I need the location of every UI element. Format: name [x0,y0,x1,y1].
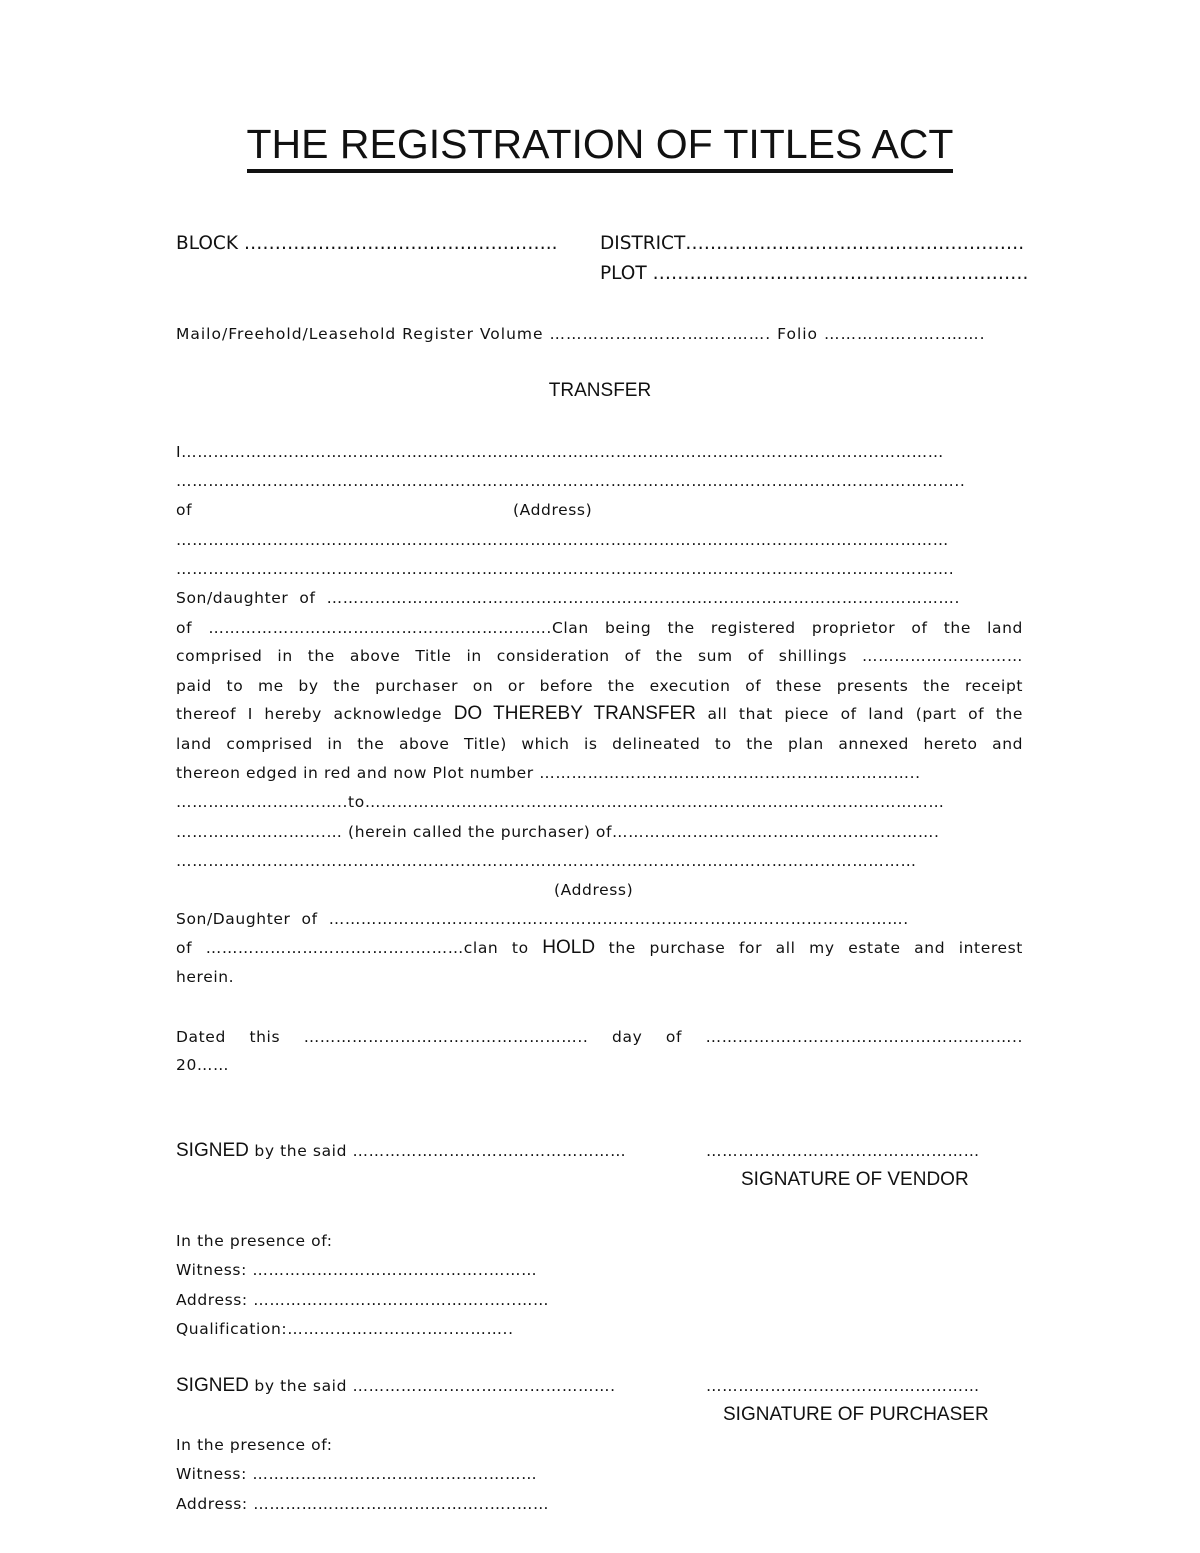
district-field: DISTRICT………………………………………………. [600,233,1025,254]
hold-clan-dots: of ………………………….……..………clan to [176,939,529,957]
word: the [923,677,951,695]
purchaser-signature-dots: …………………………………………… [706,1377,980,1395]
word: receipt [965,677,1024,695]
do-thereby-transfer: DO THEREBY TRANSFER [453,703,696,724]
purchaser-witness-field: Witness: ……………………………………..……… [176,1465,538,1483]
transferor-name-line-1: I…………………………………………………………………………………………………..……………..………… [176,443,944,461]
word: delineated [612,735,701,753]
clan-line-part-a: of ……………………………………………………….Clan [176,619,589,637]
word: the [357,735,385,753]
register-volume-field: Mailo/Freehold/Leasehold Register Volume …………………….……..……. Folio ……………..…..……. [176,325,986,343]
address-label-2: (Address) [554,881,634,899]
dated-line [176,1027,1023,1047]
shillings-dots: ………………………… [862,647,1023,665]
vendor-presence-label: In the presence of: [176,1232,333,1250]
month-dots: ………….…..………………………………….. [705,1028,1024,1046]
purchaser-payment-line [176,676,1023,696]
word: of [745,677,762,695]
word: to [226,677,244,695]
vendor-signature-dots: …………………………………………… [706,1142,980,1160]
word: above [398,735,450,753]
word: plan [787,735,824,753]
word: paid [176,677,212,695]
word: on [472,677,494,695]
word: Title) [463,735,507,753]
address-label: (Address) [513,501,593,519]
acknowledge-text: thereof I hereby acknowledge [176,705,443,723]
word: or [507,677,525,695]
purchaser-address-dots: ………………………………………………………………………………………………………………………… [176,852,917,870]
vendor-by-said: by the said …………………………………………… [254,1142,627,1160]
transfer-heading: TRANSFER [548,380,652,401]
of-label: of [176,501,193,519]
transferor-name-line-2: ………………………………………………………………………………………………….…………………………….. [176,472,966,490]
consideration-text: comprised in the above Title in consideration of the sum of shillings [176,647,848,665]
word: by [298,677,319,695]
transferee-to-line: …………………………..to……………………………………………………………………………………………… [176,793,945,811]
hold-clause-line [176,938,1023,958]
word: before [539,677,594,695]
word: land [176,735,212,753]
block-field: BLOCK …………………………………….…….. [176,233,558,254]
word: hereto [923,735,978,753]
day-dots: …………………………………………….. [303,1028,589,1046]
delineation-line [176,734,1023,754]
herein-text: herein. [176,968,235,986]
dated-label: Dated [176,1028,226,1046]
plot-field: PLOT ……………………………………………………. [600,263,1029,284]
document-title [0,120,1200,168]
address-line-1: ……………………………………………………………………………………………………………………………… [176,531,949,549]
word: presents [836,677,909,695]
word: execution [649,677,731,695]
son-daughter-line-1: Son/daughter of ………………………………………………………………………………………………………. [176,589,961,607]
vendor-qualification-field: Qualification:……………………..…..……….. [176,1320,514,1338]
purchaser-address-field: Address: ……………………………………..…..…… [176,1495,550,1513]
word: and [992,735,1024,753]
estate-text: the purchase for all my estate and interest [608,939,1023,957]
purchaser-by-said: by the said …………………………………………. [254,1377,616,1395]
word: in [327,735,343,753]
piece-of-land-text: all that piece of land (part of the [707,705,1023,723]
word: is [584,735,598,753]
year-field: 20…… [176,1056,230,1074]
day-label: day [612,1028,643,1046]
word: the [607,677,635,695]
signed-keyword: SIGNED [176,1375,249,1396]
vendor-address-field: Address: ……………………………………..…..…… [176,1291,550,1309]
son-daughter-line-2: Son/Daughter of ……………………………………………………………..………………………………. [176,910,909,928]
word: the [333,677,361,695]
word: comprised [226,735,313,753]
purchaser-signed-line [176,1376,616,1396]
word: these [775,677,823,695]
word: annexed [838,735,909,753]
hold-keyword: HOLD [542,937,596,958]
vendor-witness-field: Witness: ……………………………………..……… [176,1261,538,1279]
signed-keyword: SIGNED [176,1140,249,1161]
this-label: this [249,1028,281,1046]
word: which [521,735,570,753]
word: me [257,677,284,695]
clan-line-part-b: being the registered proprietor of the land [604,619,1024,637]
transfer-clause-line [176,704,1023,724]
purchaser-signature-caption: SIGNATURE OF PURCHASER [723,1404,989,1425]
purchaser-presence-label: In the presence of: [176,1436,333,1454]
purchaser-line: ……………………….… (herein called the purchaser) of……………………………………………………. [176,823,940,841]
word: purchaser [375,677,459,695]
of-label-date: of [665,1028,683,1046]
word: the [746,735,774,753]
vendor-signature-caption: SIGNATURE OF VENDOR [741,1169,969,1190]
plot-number-line: thereon edged in red and now Plot number …………………………………………………………….. [176,764,921,782]
vendor-signed-line [176,1141,626,1161]
address-line-2: ………………………………………………………………………………………………………………………………. [176,560,955,578]
word: to [714,735,732,753]
consideration-line [176,646,1023,666]
clan-line [176,618,1023,638]
document-title-text: THE REGISTRATION OF TITLES ACT [247,121,954,173]
